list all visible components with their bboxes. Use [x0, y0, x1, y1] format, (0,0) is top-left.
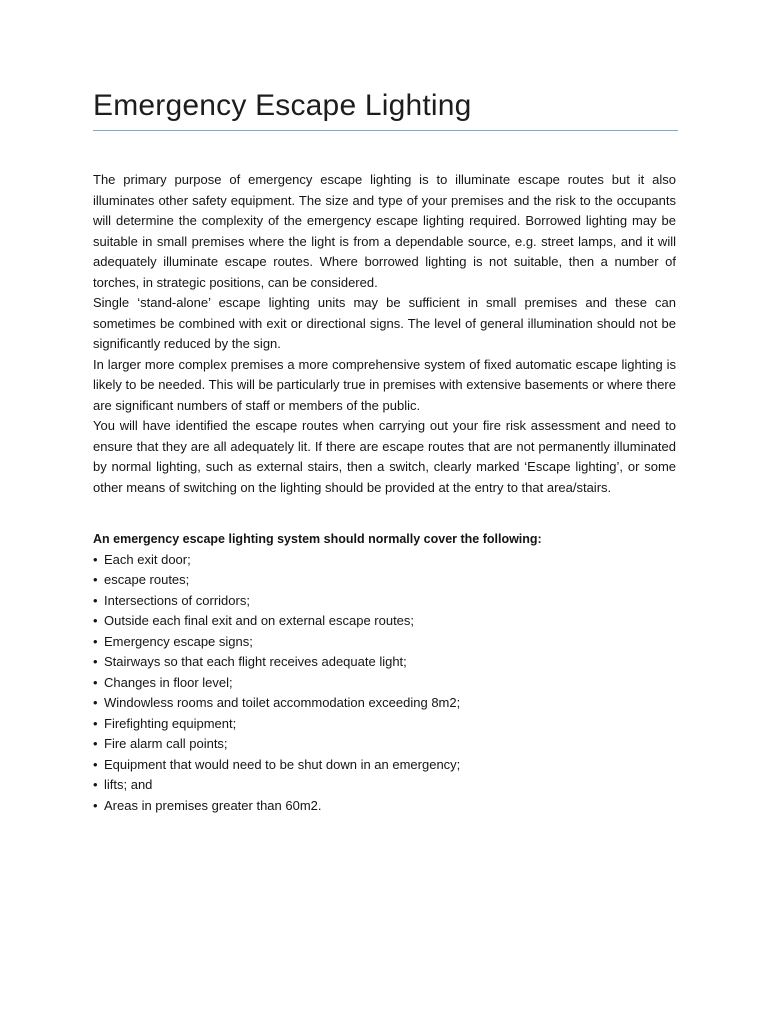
bullet-icon: • [93, 777, 98, 792]
paragraph-larger-premises: In larger more complex premises a more comprehensive system of fixed automatic escape lighting is likely to be needed. This will be particularly true in premises with extensive basements or where there are significant numbers of staff or members of the public. [93, 356, 676, 413]
bullet-icon: • [93, 695, 98, 710]
list-item-text: Fire alarm call points; [104, 736, 228, 751]
list-item [93, 796, 676, 817]
paragraph-standalone-units: Single ‘stand-alone’ escape lighting units may be sufficient in small premises and these can sometimes be combined with exit or directional signs. The level of general illumination should not be significantly reduced by the sign. [93, 295, 676, 351]
list-item-text: Intersections of corridors; [104, 592, 250, 608]
list-item-text: Outside each final exit and on external escape routes; [104, 613, 415, 628]
bullet-icon: • [93, 551, 98, 567]
document-body [93, 170, 676, 816]
bullet-icon: • [93, 674, 98, 690]
bullet-icon: • [93, 797, 98, 813]
bullet-icon: • [93, 654, 98, 669]
list-item-text: Areas in premises greater than 60m2. [104, 797, 322, 813]
paragraph-purpose: The primary purpose of emergency escape lighting is to illuminate escape routes but it also illuminates other safety equipment. The size and type of your premises and the risk to the occupants will determine the complexity of the emergency escape lighting required. Borrowed lighting may be suitable in small premises where the light is from a dependable source, e.g. street lamps, and it will adequately illuminate escape routes. Where borrowed lighting is not suitable, then a number of torches, in strategic positions, can be considered. [93, 172, 676, 290]
list-item [93, 652, 676, 673]
list-item [93, 611, 676, 632]
list-item [93, 632, 676, 653]
bullet-icon: • [93, 715, 98, 731]
list-item [93, 673, 676, 694]
list-item-text: Emergency escape signs; [104, 633, 253, 649]
list-item [93, 775, 676, 796]
list-item-text: Equipment that would need to be shut down in an emergency; [104, 756, 461, 772]
list-item-text: Stairways so that each flight receives adequate light; [104, 654, 407, 669]
list-item-text: Changes in floor level; [104, 674, 233, 690]
list-item-text: Firefighting equipment; [104, 715, 237, 731]
page-title: Emergency Escape Lighting [93, 89, 472, 122]
bullet-icon: • [93, 736, 98, 751]
bullet-icon: • [93, 592, 98, 608]
coverage-list [93, 550, 676, 817]
list-item [93, 570, 676, 591]
list-item [93, 693, 676, 714]
list-item-text: lifts; and [104, 777, 153, 792]
list-item [93, 755, 676, 776]
list-item [93, 550, 676, 571]
bullet-icon: • [93, 633, 98, 649]
bullet-icon: • [93, 572, 98, 587]
list-heading: An emergency escape lighting system should normally cover the following: [93, 532, 542, 546]
bullet-icon: • [93, 613, 98, 628]
list-item-text: Each exit door; [104, 551, 191, 567]
list-item [93, 591, 676, 612]
list-item [93, 714, 676, 735]
paragraph-escape-routes: You will have identified the escape routes when carrying out your fire risk assessment and need to ensure that they are all adequately lit. If there are escape routes that are not permanently illuminated by normal lighting, such as external stairs, then a switch, clearly marked ‘Escape lighting’, or some other means of switching on the lighting should be provided at the entry to that area/stairs. [93, 418, 676, 495]
bullet-icon: • [93, 756, 98, 772]
list-item-text: escape routes; [104, 572, 190, 587]
title-underline [93, 130, 678, 131]
list-item [93, 734, 676, 755]
list-item-text: Windowless rooms and toilet accommodation exceeding 8m2; [104, 695, 461, 710]
